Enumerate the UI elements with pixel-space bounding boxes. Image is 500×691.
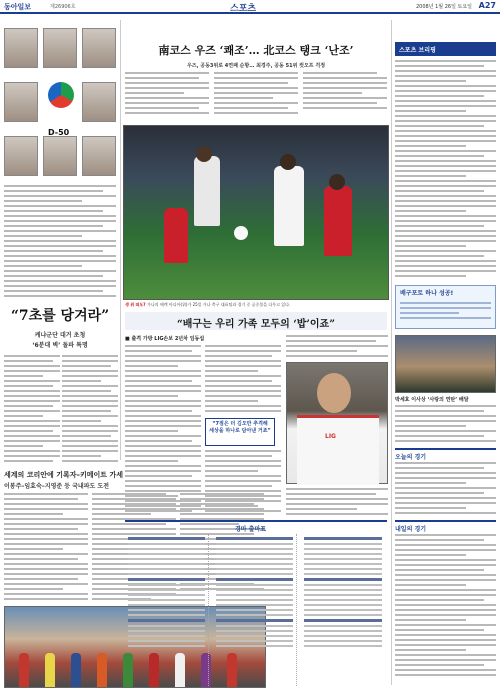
today-games-list [395, 462, 496, 517]
world-runners-headline: 세계의 코리안에 기록자–키메이트 가세 [4, 471, 124, 479]
volleyball-kicker: ■ 출격 가방 LIG손보 2년차 임동섭 [125, 336, 205, 342]
charity-text [395, 405, 496, 445]
marathon-headline: “7초를 당겨라” [10, 308, 110, 324]
pull-quote [205, 418, 275, 446]
page-header [0, 0, 500, 14]
soccer-photo [123, 125, 389, 300]
marathon-col-text-1 [4, 355, 60, 465]
golf-subhead: 우즈, 공동3위로 4연패 순항… 최경주, 공동 51위 컷오프 걱정 [186, 63, 326, 69]
runner-photo [43, 136, 77, 176]
runner-photo [4, 28, 38, 74]
pull-quote-line-2: 세상을 하나로 담아낸 거죠” [209, 428, 271, 434]
marathon-subhead-1: 케냐군단 대거 초청 [34, 332, 86, 339]
runner-photos [4, 28, 116, 178]
world-runners-subhead: 이봉주–임효숙–지영준 등 국내파도 도전 [4, 483, 110, 490]
photo-caption-tag: 생 위 떠도? [125, 302, 146, 307]
marathon-logo [45, 82, 77, 120]
race-table-title: 경마 출마표 [235, 526, 267, 533]
today-games-header: 오늘의 경기 [395, 448, 496, 461]
runner-photo [82, 136, 116, 176]
runner-photo [82, 28, 116, 74]
publish-date: 2008년 1월 26일 토요일 [415, 4, 472, 10]
pull-quote-line-1: “7점은 더 김오만 추격해 [212, 421, 268, 427]
photo-caption: 가나의 에렉 아디아(위)가 25일 가나 축구 대표팀과 경기 중 공중볼을 다투고 있다. [147, 302, 291, 307]
page-number: A27 [478, 1, 496, 10]
runner-photo [4, 136, 38, 176]
sports-brief-header: 스포츠 브리핑 [395, 42, 496, 56]
tomorrow-games-list [395, 534, 496, 684]
runner-photo [43, 28, 77, 74]
golf-text-col-3 [303, 72, 387, 122]
race-table-column [213, 534, 297, 686]
runner-photo [4, 82, 38, 128]
race-table-column [301, 534, 385, 686]
volleyball-player-photo: LIG [286, 362, 388, 484]
runner-photo [82, 82, 116, 128]
volleyball-headline: “배구는 우리 가족 모두의 ‘밥’이죠” [125, 312, 387, 330]
volleyball-text-col-4 [286, 335, 388, 360]
race-table-column [125, 534, 209, 686]
charity-photo [395, 335, 496, 393]
golf-text-col-2 [214, 72, 298, 122]
section-title: 스포츠 [230, 4, 257, 14]
ad-title: 배구포토 하나 성공! [400, 290, 454, 297]
volleyball-text-col-5 [286, 488, 388, 518]
volleyball-text-col-2 [205, 345, 281, 415]
marathon-col-text-2 [62, 355, 118, 465]
charity-headline: 박세효 이사상 ‘사랑의 연탄’ 배달 [395, 397, 469, 403]
d-day-label: D-50 [48, 128, 70, 137]
golf-text-col-1 [125, 72, 209, 122]
tomorrow-games-header: 내일의 경기 [395, 520, 496, 533]
newspaper-brand: 동아일보 [4, 3, 32, 11]
golf-headline: 南코스 우즈 ‘쾌조’… 北코스 탱크 ‘난조’ [158, 44, 354, 57]
volleyball-text-col-1 [125, 345, 201, 515]
race-entry-table [125, 520, 387, 688]
advertisement-box [395, 285, 496, 329]
volleyball-text-col-3 [205, 450, 281, 515]
marathon-body-text [4, 185, 116, 300]
issue-number: 제26906호 [50, 4, 76, 10]
marathon-subhead-2: ‘6분대 벽’ 돌파 특명 [32, 342, 88, 349]
world-text-col-1 [4, 493, 88, 603]
sports-brief-text [395, 60, 496, 280]
